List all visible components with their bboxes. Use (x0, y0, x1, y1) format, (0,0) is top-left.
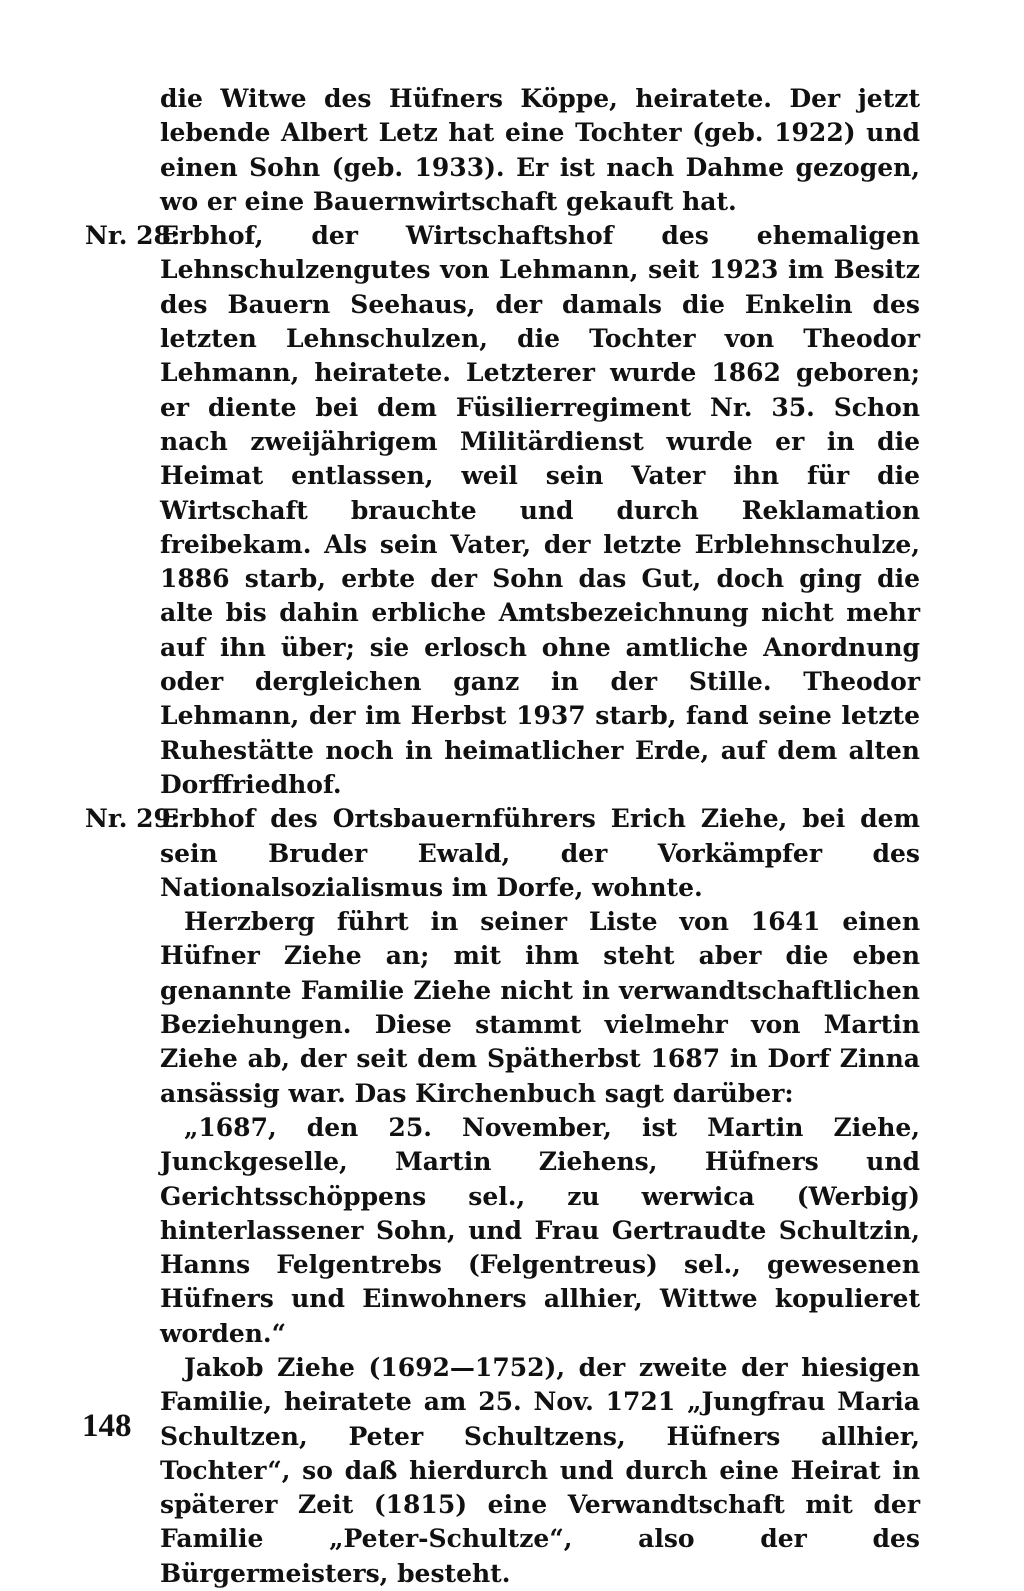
entry-nr-29 (85, 802, 920, 905)
entry-label: Nr. 28: (85, 221, 181, 251)
entry-label: Nr. 29: (85, 804, 181, 834)
paragraph-herzberg: Herzberg führt in seiner Liste von 1641 einen Hüfner Ziehe an; mit ihm steht aber die eben genannte Familie Ziehe nicht in verwandtschaftlichen Beziehungen. Diese stammt vielmehr von Martin Ziehe ab, der seit dem Spätherbst 1687 in Dorf Zinna ansässig war. Das Kirchenbuch sagt darüber: (160, 907, 920, 1108)
page-number: 148 (82, 1408, 132, 1444)
entry-text: Erbhof des Ortsbauernführers Erich Ziehe, bei dem sein Bruder Ewald, der Vorkämpfer des Nationalsozialismus im Dorfe, wohnte. (160, 804, 920, 902)
paragraph-continuation: die Witwe des Hüfners Köppe, heiratete. Der jetzt lebende Albert Letz hat eine Tochter (geb. 1922) und einen Sohn (geb. 1933). Er ist nach Dahme gezogen, wo er eine Bauernwirtschaft gekauft hat. (160, 84, 920, 216)
paragraph-quotation: „1687, den 25. November, ist Martin Ziehe, Junckgeselle, Martin Ziehens, Hüfners und Gerichtsschöppens sel., zu werwica (Werbig) hinterlassener Sohn, und Frau Gertraudte Schultzin, Hanns Felgentrebs (Felgentreus) sel., gewesenen Hüfners und Einwohners allhier, Wittwe kopulieret worden.“ (160, 1112, 920, 1348)
paragraph-jakob-ziehe: Jakob Ziehe (1692—1752), der zweite der hiesigen Familie, heiratete am 25. Nov. 1721 „Jungfrau Maria Schultzen, Peter Schultzens, Hüfners allhier, Tochter“, so daß hierdurch und durch eine Heirat in späterer Zeit (1815) eine Verwandtschaft mit der Familie „Peter-Schultze“, also der des Bürgermeisters, besteht. (160, 1352, 920, 1588)
entry-text: Erbhof, der Wirtschaftshof des ehemaligen Lehnschulzengutes von Lehmann, seit 1923 im Besitz des Bauern Seehaus, der damals die Enkelin des letzten Lehnschulzen, die Tochter von Theodor Lehmann, heiratete. Letzterer wurde 1862 geboren; er diente bei dem Füsilierregiment Nr. 35. Schon nach zweijährigem Militärdienst wurde er in die Heimat entlassen, weil sein Vater ihn für die Wirtschaft brauchte und durch Reklamation freibekam. Als sein Vater, der letzte Erblehnschulze, 1886 starb, erbte der Sohn das Gut, doch ging die alte bis dahin erbliche Amtsbezeichnung nicht mehr auf ihn über; sie erlosch ohne amtliche Anordnung oder dergleichen ganz in der Stille. Theodor Lehmann, der im Herbst 1937 starb, fand seine letzte Ruhestätte noch in heimatlicher Erde, auf dem alten Dorffriedhof. (160, 221, 920, 799)
entry-nr-28 (85, 219, 920, 802)
